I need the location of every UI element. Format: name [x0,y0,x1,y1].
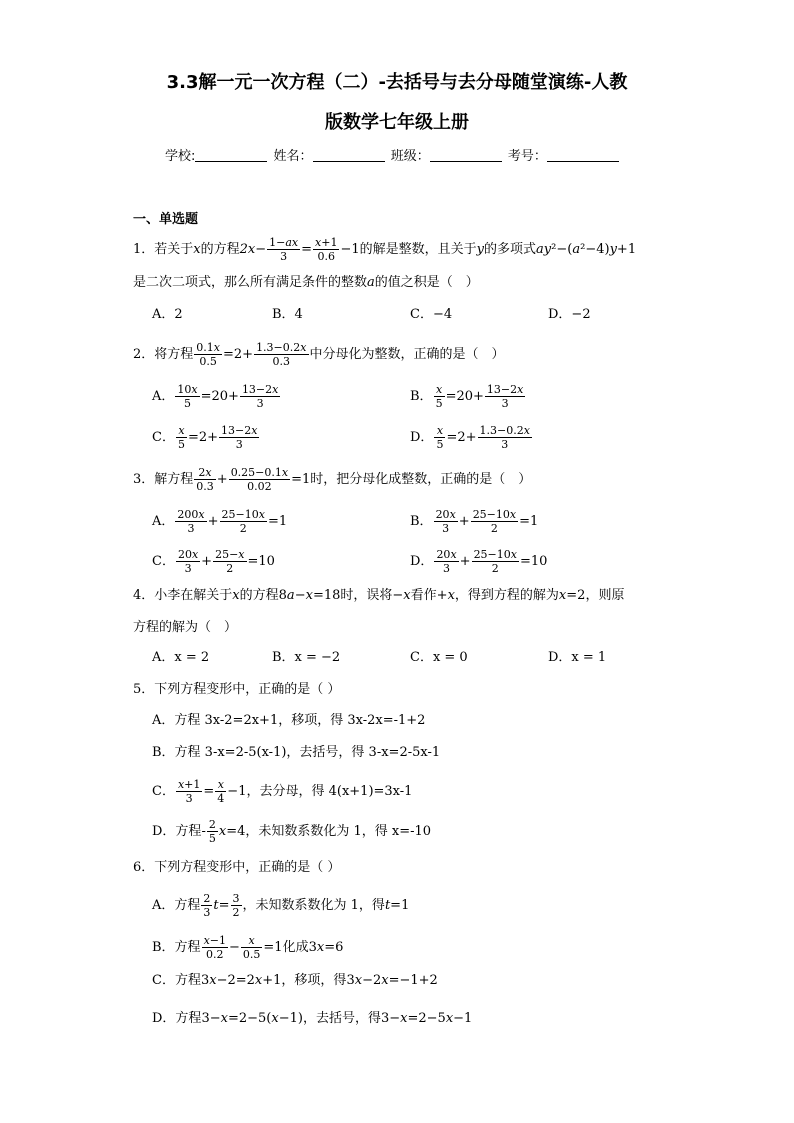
q4-option-c[interactable]: C．x = 0 [410,650,468,665]
class-blank[interactable] [430,149,502,162]
q6-option-d[interactable]: D．方程3−x=2−5(x−1)，去括号，得3−x=2−5x−1 [152,1011,473,1026]
q5-option-a[interactable]: A．方程 3x-2=2x+1，移项，得 3x-2x=-1+2 [152,713,426,728]
doc-title-line1: 3.3解一元一次方程（二）-去括号与去分母随堂演练-人教 [166,72,628,93]
q4-stem-line2: 方程的解为（ ） [133,620,238,635]
q1-option-d[interactable]: D．−2 [548,307,591,322]
q5-stem: 5．下列方程变形中，正确的是（ ） [133,682,341,697]
q1-option-c[interactable]: C．−4 [410,307,453,322]
name-label: 姓名： [273,149,313,164]
student-info-row [165,145,621,164]
doc-title-line2: 版数学七年级上册 [325,112,469,133]
q3-stem: 3．解方程 $\frac{2x}{0.3}$ + $\frac{0.25-0.1x}{0.02}$ =1时，把分母化成整数，正确的是（ ） [133,466,532,493]
q2-stem: 2．将方程 $\frac{0.1x}{0.5}$ =2+ $\frac{1.3-0.2x}{0.3}$ 中分母化为整数，正确的是（ ） [133,341,505,368]
q6-stem: 6．下列方程变形中，正确的是（ ） [133,860,341,875]
q1-stem-line1: 1．若关于x的方程2x− $\frac{1-ax}{3}$ = $\frac{x+1}{0.6}$ −1的解是整数，且关于y的多项式ay²−(a²−4)y+1 [133,236,637,263]
q4-stem-line1: 4．小李在解关于x的方程8a−x=18时，误将−x看作+x，得到方程的解为x=2，则原 [133,588,625,603]
q3-option-a[interactable]: A． $\frac{200x}{3}$ + $\frac{25-10x}{2}$ =1 [152,508,288,535]
class-label: 班级： [390,149,430,164]
q3-option-d[interactable]: D． $\frac{20x}{3}$ + $\frac{25-10x}{2}$ =10 [410,548,548,575]
exam-no-blank[interactable] [547,149,619,162]
q2-option-c[interactable]: C． $\frac{x}{5}$ =2+ $\frac{13-2x}{3}$ [152,424,258,451]
q4-option-d[interactable]: D．x = 1 [548,650,607,665]
q5-option-b[interactable]: B．方程 3-x=2-5(x-1)，去括号，得 3-x=2-5x-1 [152,745,441,760]
school-label: 学校: [165,149,196,164]
q1-stem-line2: 是二次二项式，那么所有满足条件的整数a的值之积是（ ） [133,275,479,290]
q6-option-a[interactable]: A．方程 $\frac{2}{3}$ t= $\frac{3}{2}$ ，未知数系数化为 1，得t=1 [152,892,410,919]
name-blank[interactable] [313,149,385,162]
q2-option-d[interactable]: D． $\frac{x}{5}$ =2+ $\frac{1.3-0.2x}{3}$ [410,424,530,451]
school-blank[interactable] [195,149,267,162]
q1-option-b[interactable]: B．4 [272,307,303,322]
q6-option-c[interactable]: C．方程3x−2=2x+1，移项，得3x−2x=−1+2 [152,973,438,988]
section-heading: 一、单选题 [133,212,199,227]
q6-option-b[interactable]: B．方程 $\frac{x-1}{0.2}$ − $\frac{x}{0.5}$ =1化成3x=6 [152,934,344,961]
q2-option-a[interactable]: A． $\frac{10x}{5}$ =20+ $\frac{13-2x}{3}$ [152,383,279,410]
q3-option-b[interactable]: B． $\frac{20x}{3}$ + $\frac{25-10x}{2}$ =1 [410,508,539,535]
q1-option-a[interactable]: A．2 [152,307,183,322]
q5-option-d[interactable]: D．方程- $\frac{2}{5}$ x=4，未知数系数化为 1，得 x=-10 [152,818,432,845]
exam-no-label: 考号： [507,149,547,164]
q4-option-b[interactable]: B．x = −2 [272,650,341,665]
q2-option-b[interactable]: B． $\frac{x}{5}$ =20+ $\frac{13-2x}{3}$ [410,383,524,410]
q5-option-c[interactable]: C． $\frac{x+1}{3}$ = $\frac{x}{4}$ −1，去分母，得 4(x+1)=3x-1 [152,778,413,805]
q4-option-a[interactable]: A．x = 2 [152,650,210,665]
q3-option-c[interactable]: C． $\frac{20x}{3}$ + $\frac{25-x}{2}$ =10 [152,548,275,575]
